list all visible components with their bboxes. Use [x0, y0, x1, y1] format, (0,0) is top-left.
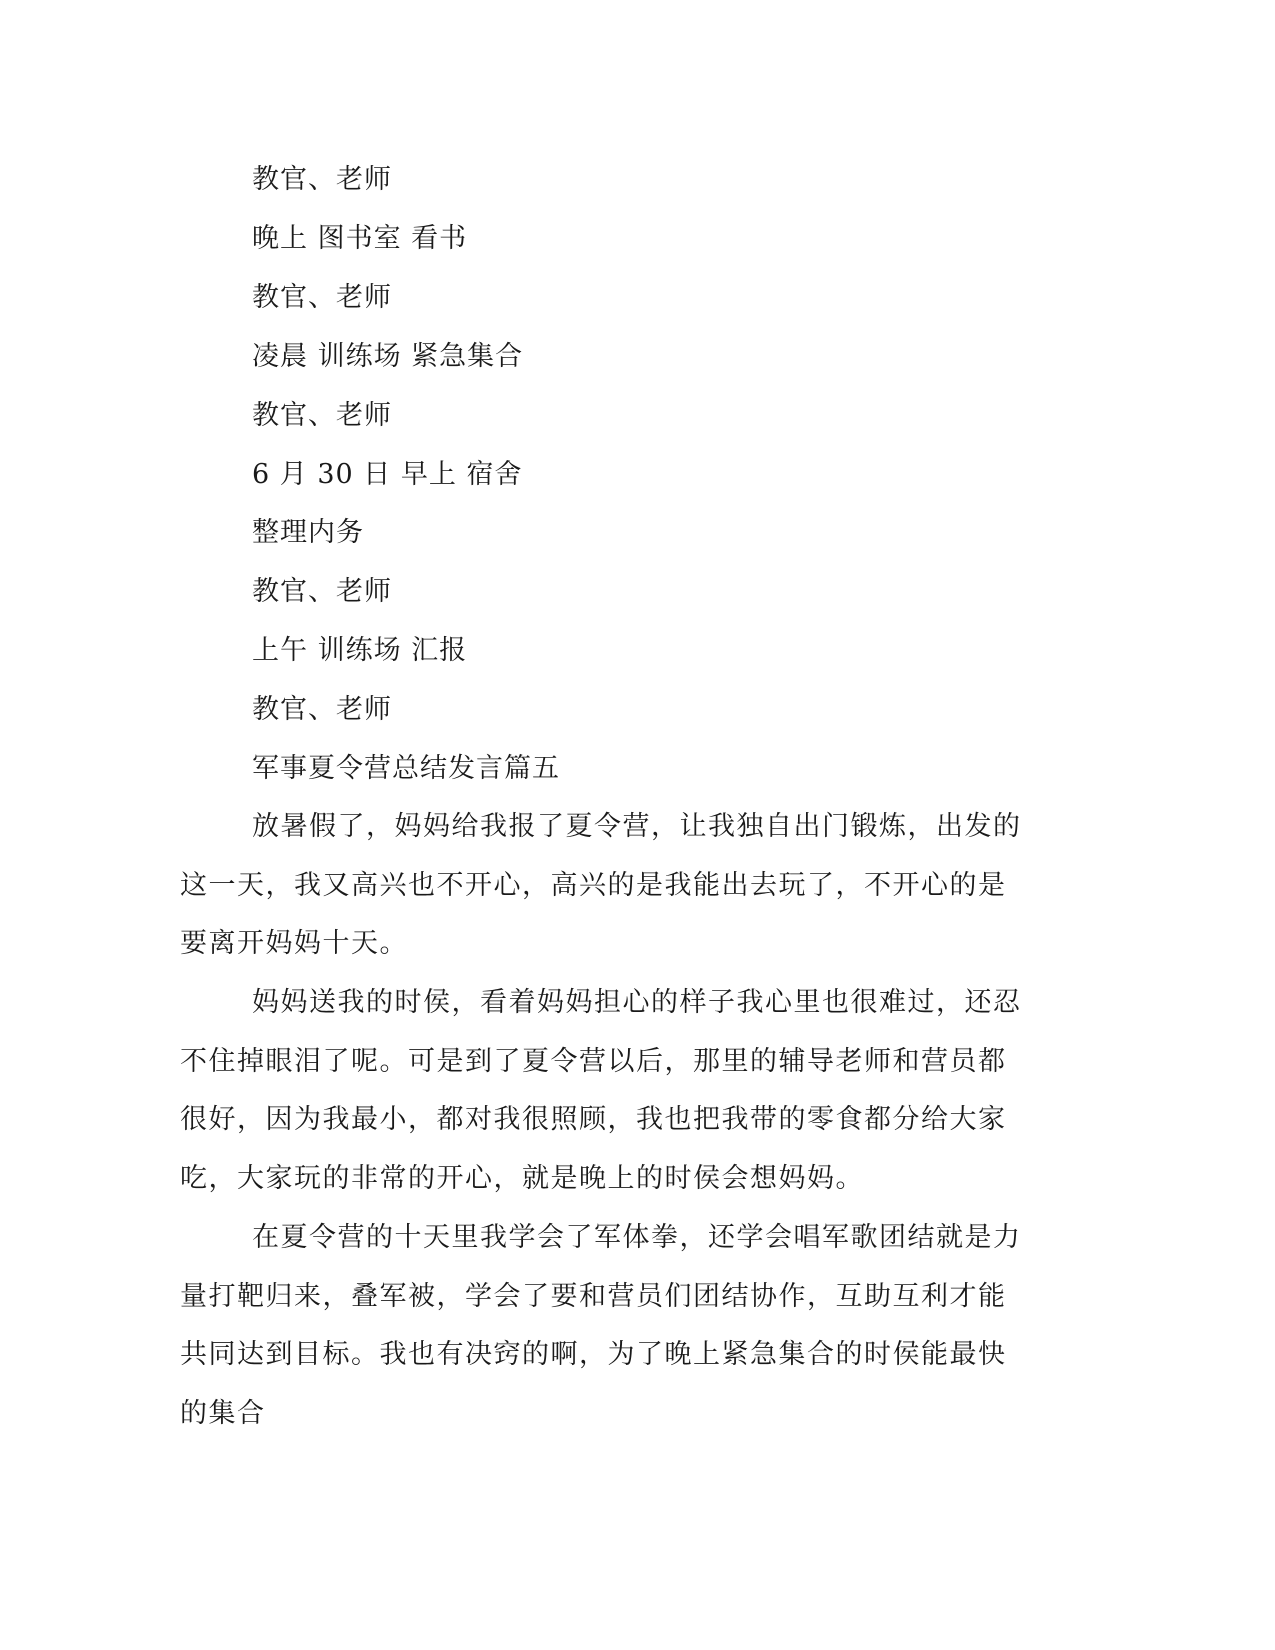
schedule-line: 上午 训练场 汇报	[252, 635, 468, 666]
schedule-line: 晚上 图书室 看书	[252, 223, 468, 254]
schedule-line: 教官、老师	[252, 400, 392, 431]
body-paragraph: 放暑假了，妈妈给我报了夏令营，让我独自出门锻炼，出发的这一天，我又高兴也不开心，高兴的是我能出去玩了，不开心的是要离开妈妈十天。	[180, 811, 1022, 959]
schedule-line: 教官、老师	[252, 282, 392, 313]
body-paragraph: 妈妈送我的时侯，看着妈妈担心的样子我心里也很难过，还忍不住掉眼泪了呢。可是到了夏令营以后，那里的辅导老师和营员都很好，因为我最小，都对我很照顾，我也把我带的零食都分给大家吃，大家玩的非常的开心，就是晚上的时侯会想妈妈。	[180, 987, 1022, 1194]
schedule-line: 教官、老师	[252, 576, 392, 607]
schedule-line: 6 月 30 日 早上 宿舍	[252, 459, 523, 490]
body-paragraph: 在夏令营的十天里我学会了军体拳，还学会唱军歌团结就是力量打靶归来，叠军被，学会了要和营员们团结协作，互助互利才能共同达到目标。我也有决窍的啊，为了晚上紧急集合的时侯能最快的集合	[180, 1222, 1022, 1429]
schedule-line: 凌晨 训练场 紧急集合	[252, 341, 524, 372]
schedule-line: 整理内务	[252, 517, 364, 548]
schedule-line: 教官、老师	[252, 164, 392, 195]
section-title: 军事夏令营总结发言篇五	[252, 753, 560, 784]
schedule-line: 教官、老师	[252, 694, 392, 725]
